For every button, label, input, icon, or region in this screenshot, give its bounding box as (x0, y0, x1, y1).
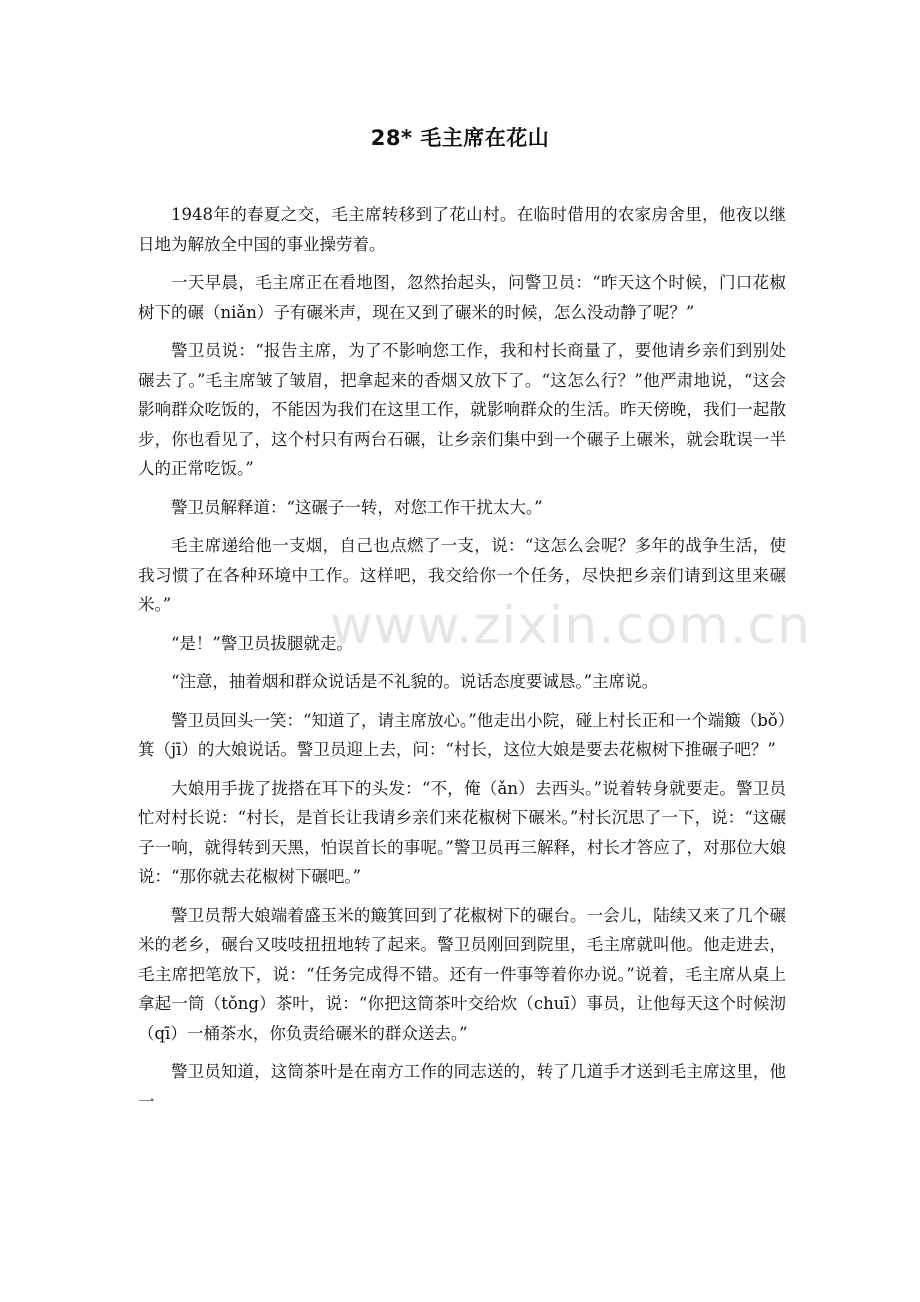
paragraph: 警卫员说：“报告主席，为了不影响您工作，我和村长商量了，要他请乡亲们到别处碾去了。”毛主席皱了皱眉，把拿起来的香烟又放下了。“这怎么行？”他严肃地说，“这会影响群众吃饭的，不能因为我们在这里工作，就影响群众的生活。昨天傍晚，我们一起散步，你也看见了，这个村只有两台石碾，让乡亲们集中到一个碾子上碾米，就会耽误一半人的正常吃饭。” (138, 341, 786, 478)
paragraph: 1948年的春夏之交，毛主席转移到了花山村。在临时借用的农家房舍里，他夜以继日地为解放全中国的事业操劳着。 (138, 205, 786, 254)
paragraph: 一天早晨，毛主席正在看地图，忽然抬起头，问警卫员：“昨天这个时候，门口花椒树下的碾（niǎn）子有碾米声，现在又到了碾米的时候，怎么没动静了呢？” (138, 273, 786, 322)
paragraph: 大娘用手拢了拢搭在耳下的头发：“不，俺（ǎn）去西头。”说着转身就要走。警卫员忙对村长说：“村长，是首长让我请乡亲们来花椒树下碾米。”村长沉思了一下，说：“这碾子一响，就得转到天黑，怕误首长的事呢。”警卫员再三解释，村长才答应了，对那位大娘说：“那你就去花椒树下碾吧。” (138, 778, 786, 886)
paragraph: “是！”警卫员拔腿就走。 (171, 633, 353, 653)
paragraph: 警卫员回头一笑：“知道了，请主席放心。”他走出小院，碰上村长正和一个端簸（bǒ）箕（jī）的大娘说话。警卫员迎上去，问：“村长，这位大娘是要去花椒树下推碾子吧？” (138, 710, 786, 759)
paragraph: 警卫员解释道：“这碾子一转，对您工作干扰太大。” (171, 497, 543, 517)
paragraph: 警卫员知道，这筒茶叶是在南方工作的同志送的，转了几道手才送到毛主席这里，他一 (138, 1062, 786, 1111)
watermark: www.zixin.com.cn (330, 596, 811, 656)
article-body (138, 200, 786, 1125)
paragraph: “注意，抽着烟和群众说话是不礼貌的。说话态度要诚恳。”主席说。 (171, 672, 659, 691)
paragraph: 警卫员帮大娘端着盛玉米的簸箕回到了花椒树下的碾台。一会儿，陆续又来了几个碾米的老乡，碾台又吱吱扭扭地转了起来。警卫员刚回到院里，毛主席就叫他。他走进去，毛主席把笔放下，说：“任务完成得不错。还有一件事等着你办说。”说着，毛主席从桌上拿起一筒（tǒng）茶叶，说：“你把这筒茶叶交给炊（chuī）事员，让他每天这个时候沏（qī）一桶茶水，你负责给碾米的群众送去。” (138, 905, 786, 1043)
page-title: 28* 毛主席在花山 (370, 126, 550, 150)
paragraph: 毛主席递给他一支烟，自己也点燃了一支，说：“这怎么会呢？多年的战争生活，使我习惯了在各种环境中工作。这样吧，我交给你一个任务，尽快把乡亲们请到这里来碾米。” (138, 536, 786, 614)
